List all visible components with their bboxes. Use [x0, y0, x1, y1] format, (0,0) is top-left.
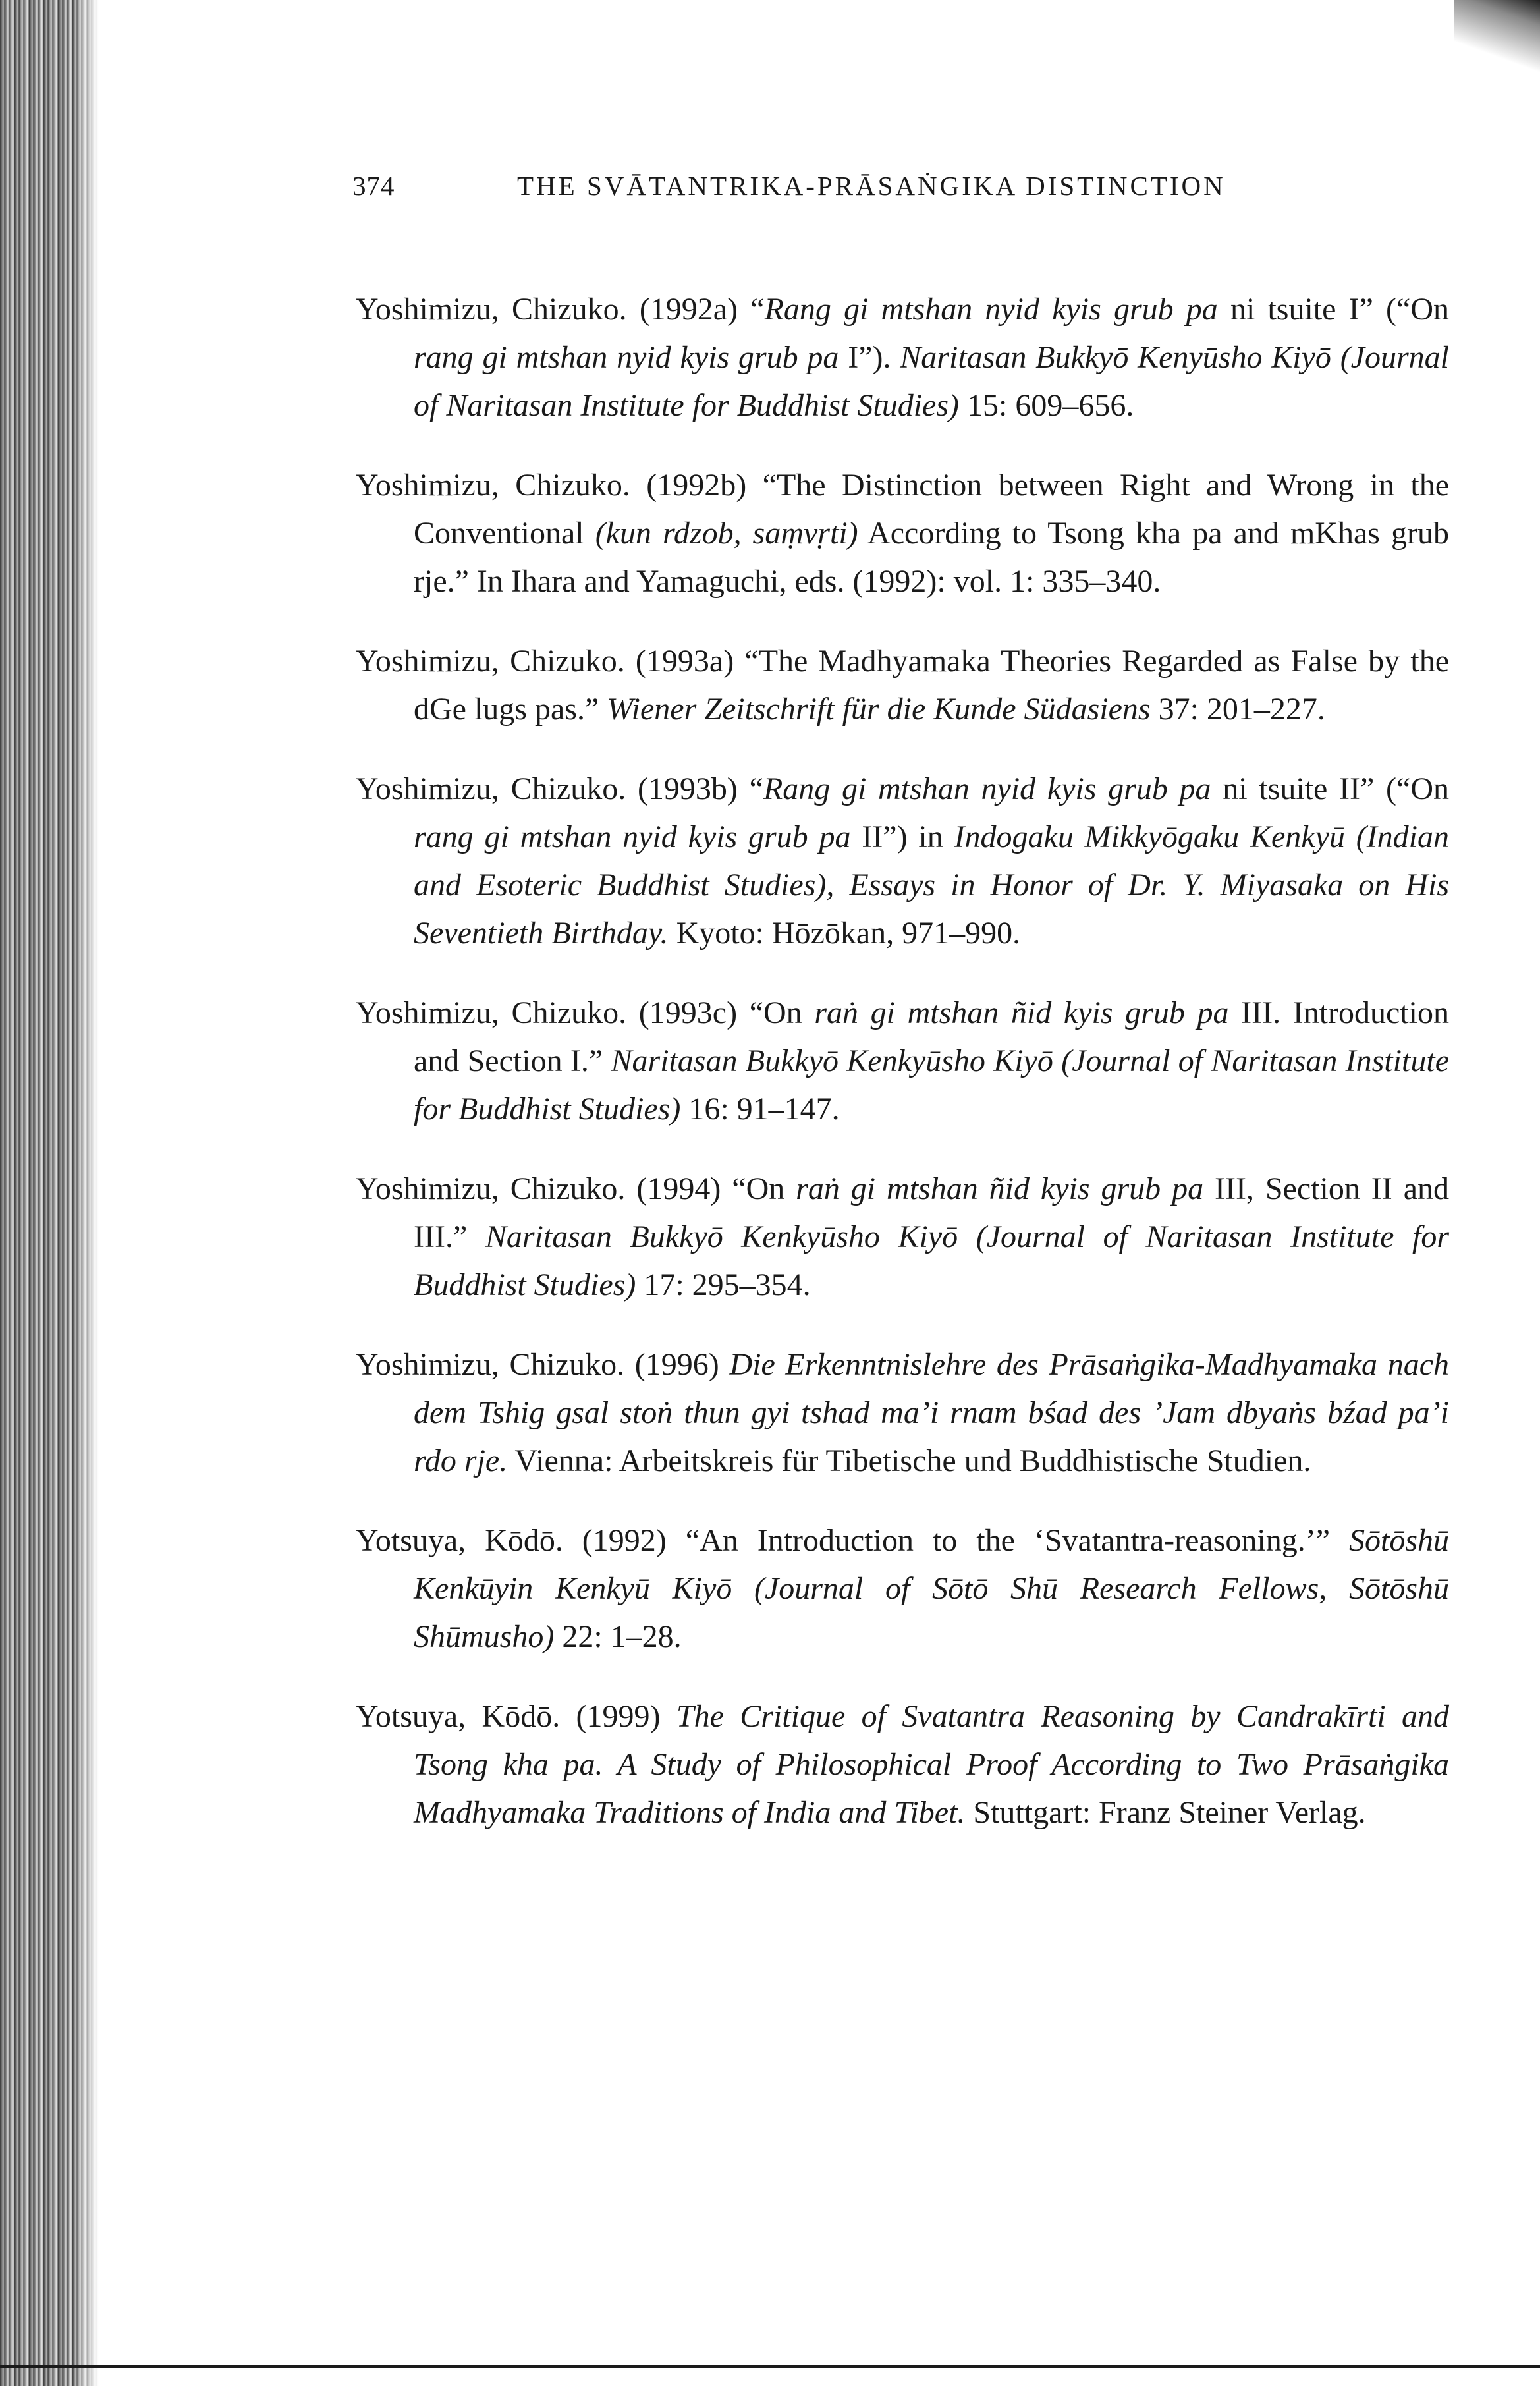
entry-text: Yotsuya, Kōdō. (1992) “An Introduction to the ‘Svatantra-reasoning.’” — [356, 1523, 1349, 1558]
bibliography-entry — [356, 1165, 1449, 1309]
entry-text: II”) in — [850, 819, 954, 854]
page-bottom-edge — [0, 2365, 1540, 2368]
entry-text: ni tsuite II” (“On — [1211, 771, 1450, 806]
entry-text: 16: 91–147. — [680, 1092, 840, 1126]
entry-italic-text: Rang gi mtshan nyid kyis grub pa — [764, 292, 1218, 327]
entry-text: Yoshimizu, Chizuko. (1993c) “On — [356, 995, 815, 1030]
bibliography-entry — [356, 989, 1449, 1133]
bibliography-list — [356, 254, 1449, 1860]
entry-text: Yoshimizu, Chizuko. (1994) “On — [356, 1171, 796, 1206]
entry-italic-text: Die Erkenntnislehre des Prāsaṅgika-Madhyamaka nach dem Tshig gsal stoṅ thun gyi tshad ma’i rnam bśad des ’Jam dbyaṅs bźad pa’i rdo rje. — [414, 1347, 1449, 1478]
bibliography-entry — [356, 637, 1449, 733]
entry-italic-text: raṅ gi mtshan ñid kyis grub pa — [814, 995, 1229, 1030]
bibliography-entry — [356, 1516, 1449, 1661]
entry-text: Yotsuya, Kōdō. (1999) — [356, 1699, 676, 1734]
entry-text: 17: 295–354. — [636, 1267, 811, 1302]
entry-text: 37: 201–227. — [1150, 692, 1325, 727]
bibliography-entry — [356, 1341, 1449, 1485]
entry-text: Stuttgart: Franz Steiner Verlag. — [965, 1795, 1366, 1830]
entry-text: ni tsuite I” (“On — [1217, 292, 1449, 327]
entry-text: Yoshimizu, Chizuko. (1992a) “ — [356, 292, 765, 327]
entry-text: 22: 1–28. — [554, 1619, 682, 1654]
entry-italic-text: Sōtōshū Kenkūyin Kenkyū Kiyō (Journal of Sōtō Shū Research Fellows, Sōtōshū Shūmusho) — [414, 1523, 1449, 1654]
entry-text: III, Section II and III.” — [414, 1171, 1450, 1254]
entry-text: I”). — [839, 340, 900, 375]
entry-italic-text: Naritasan Bukkyō Kenkyūsho Kiyō (Journal of Naritasan Institute for Buddhist Studies) — [414, 1219, 1450, 1302]
scan-gutter-shadow — [0, 0, 99, 2386]
entry-italic-text: rang gi mtshan nyid kyis grub pa — [414, 340, 839, 375]
bibliography-entry — [356, 765, 1449, 957]
entry-italic-text: Naritasan Bukkyō Kenkyūsho Kiyō (Journal of Naritasan Institute for Buddhist Studies) — [414, 1043, 1449, 1126]
bibliography-entry — [356, 285, 1449, 430]
bibliography-entry — [356, 1692, 1449, 1837]
entry-text: Yoshimizu, Chizuko. (1992b) “The Distinction between Right and Wrong in the Conventional — [356, 468, 1449, 551]
scan-corner-shadow — [1454, 0, 1540, 72]
entry-text: Yoshimizu, Chizuko. (1993a) “The Madhyamaka Theories Regarded as False by the dGe lugs pas.” — [356, 644, 1449, 727]
entry-text: 15: 609–656. — [959, 388, 1134, 423]
entry-italic-text: Rang gi mtshan nyid kyis grub pa — [763, 771, 1211, 806]
entry-italic-text: (kun rdzob, saṃvṛti) — [595, 516, 858, 551]
entry-italic-text: The Critique of Svatantra Reasoning by Candrakīrti and Tsong kha pa. A Study of Philosophical Proof According to Two Prāsaṅgika Madhyamaka Traditions of India and Tibet. — [414, 1699, 1450, 1830]
entry-text: III. Introduction and Section I.” — [414, 995, 1449, 1078]
entry-italic-text: Indogaku Mikkyōgaku Kenkyū (Indian and Esoteric Buddhist Studies), Essays in Honor of Dr. Y. Miyasaka on His Seventieth Birthday. — [414, 819, 1450, 951]
entry-text: Yoshimizu, Chizuko. (1993b) “ — [356, 771, 763, 806]
running-head — [352, 170, 1468, 202]
entry-italic-text: raṅ gi mtshan ñid kyis grub pa — [796, 1171, 1204, 1206]
entry-italic-text: rang gi mtshan nyid kyis grub pa — [414, 819, 851, 854]
entry-italic-text: Wiener Zeitschrift für die Kunde Südasiens — [607, 692, 1151, 727]
entry-text: Vienna: Arbeitskreis für Tibetische und Buddhistische Studien. — [507, 1443, 1311, 1478]
running-title: THE SVĀTANTRIKA-PRĀSAṄGIKA DISTINCTION — [517, 171, 1226, 201]
entry-text: Yoshimizu, Chizuko. (1996) — [356, 1347, 730, 1382]
page-number: 374 — [352, 171, 395, 201]
entry-text: Kyoto: Hōzōkan, 971–990. — [668, 916, 1021, 951]
entry-italic-text: Naritasan Bukkyō Kenyūsho Kiyō (Journal of Naritasan Institute for Buddhist Studies) — [414, 340, 1450, 423]
bibliography-entry — [356, 461, 1449, 605]
entry-text: According to Tsong kha pa and mKhas grub rje.” In Ihara and Yamaguchi, eds. (1992): vol. 1: 335–340. — [414, 516, 1449, 599]
